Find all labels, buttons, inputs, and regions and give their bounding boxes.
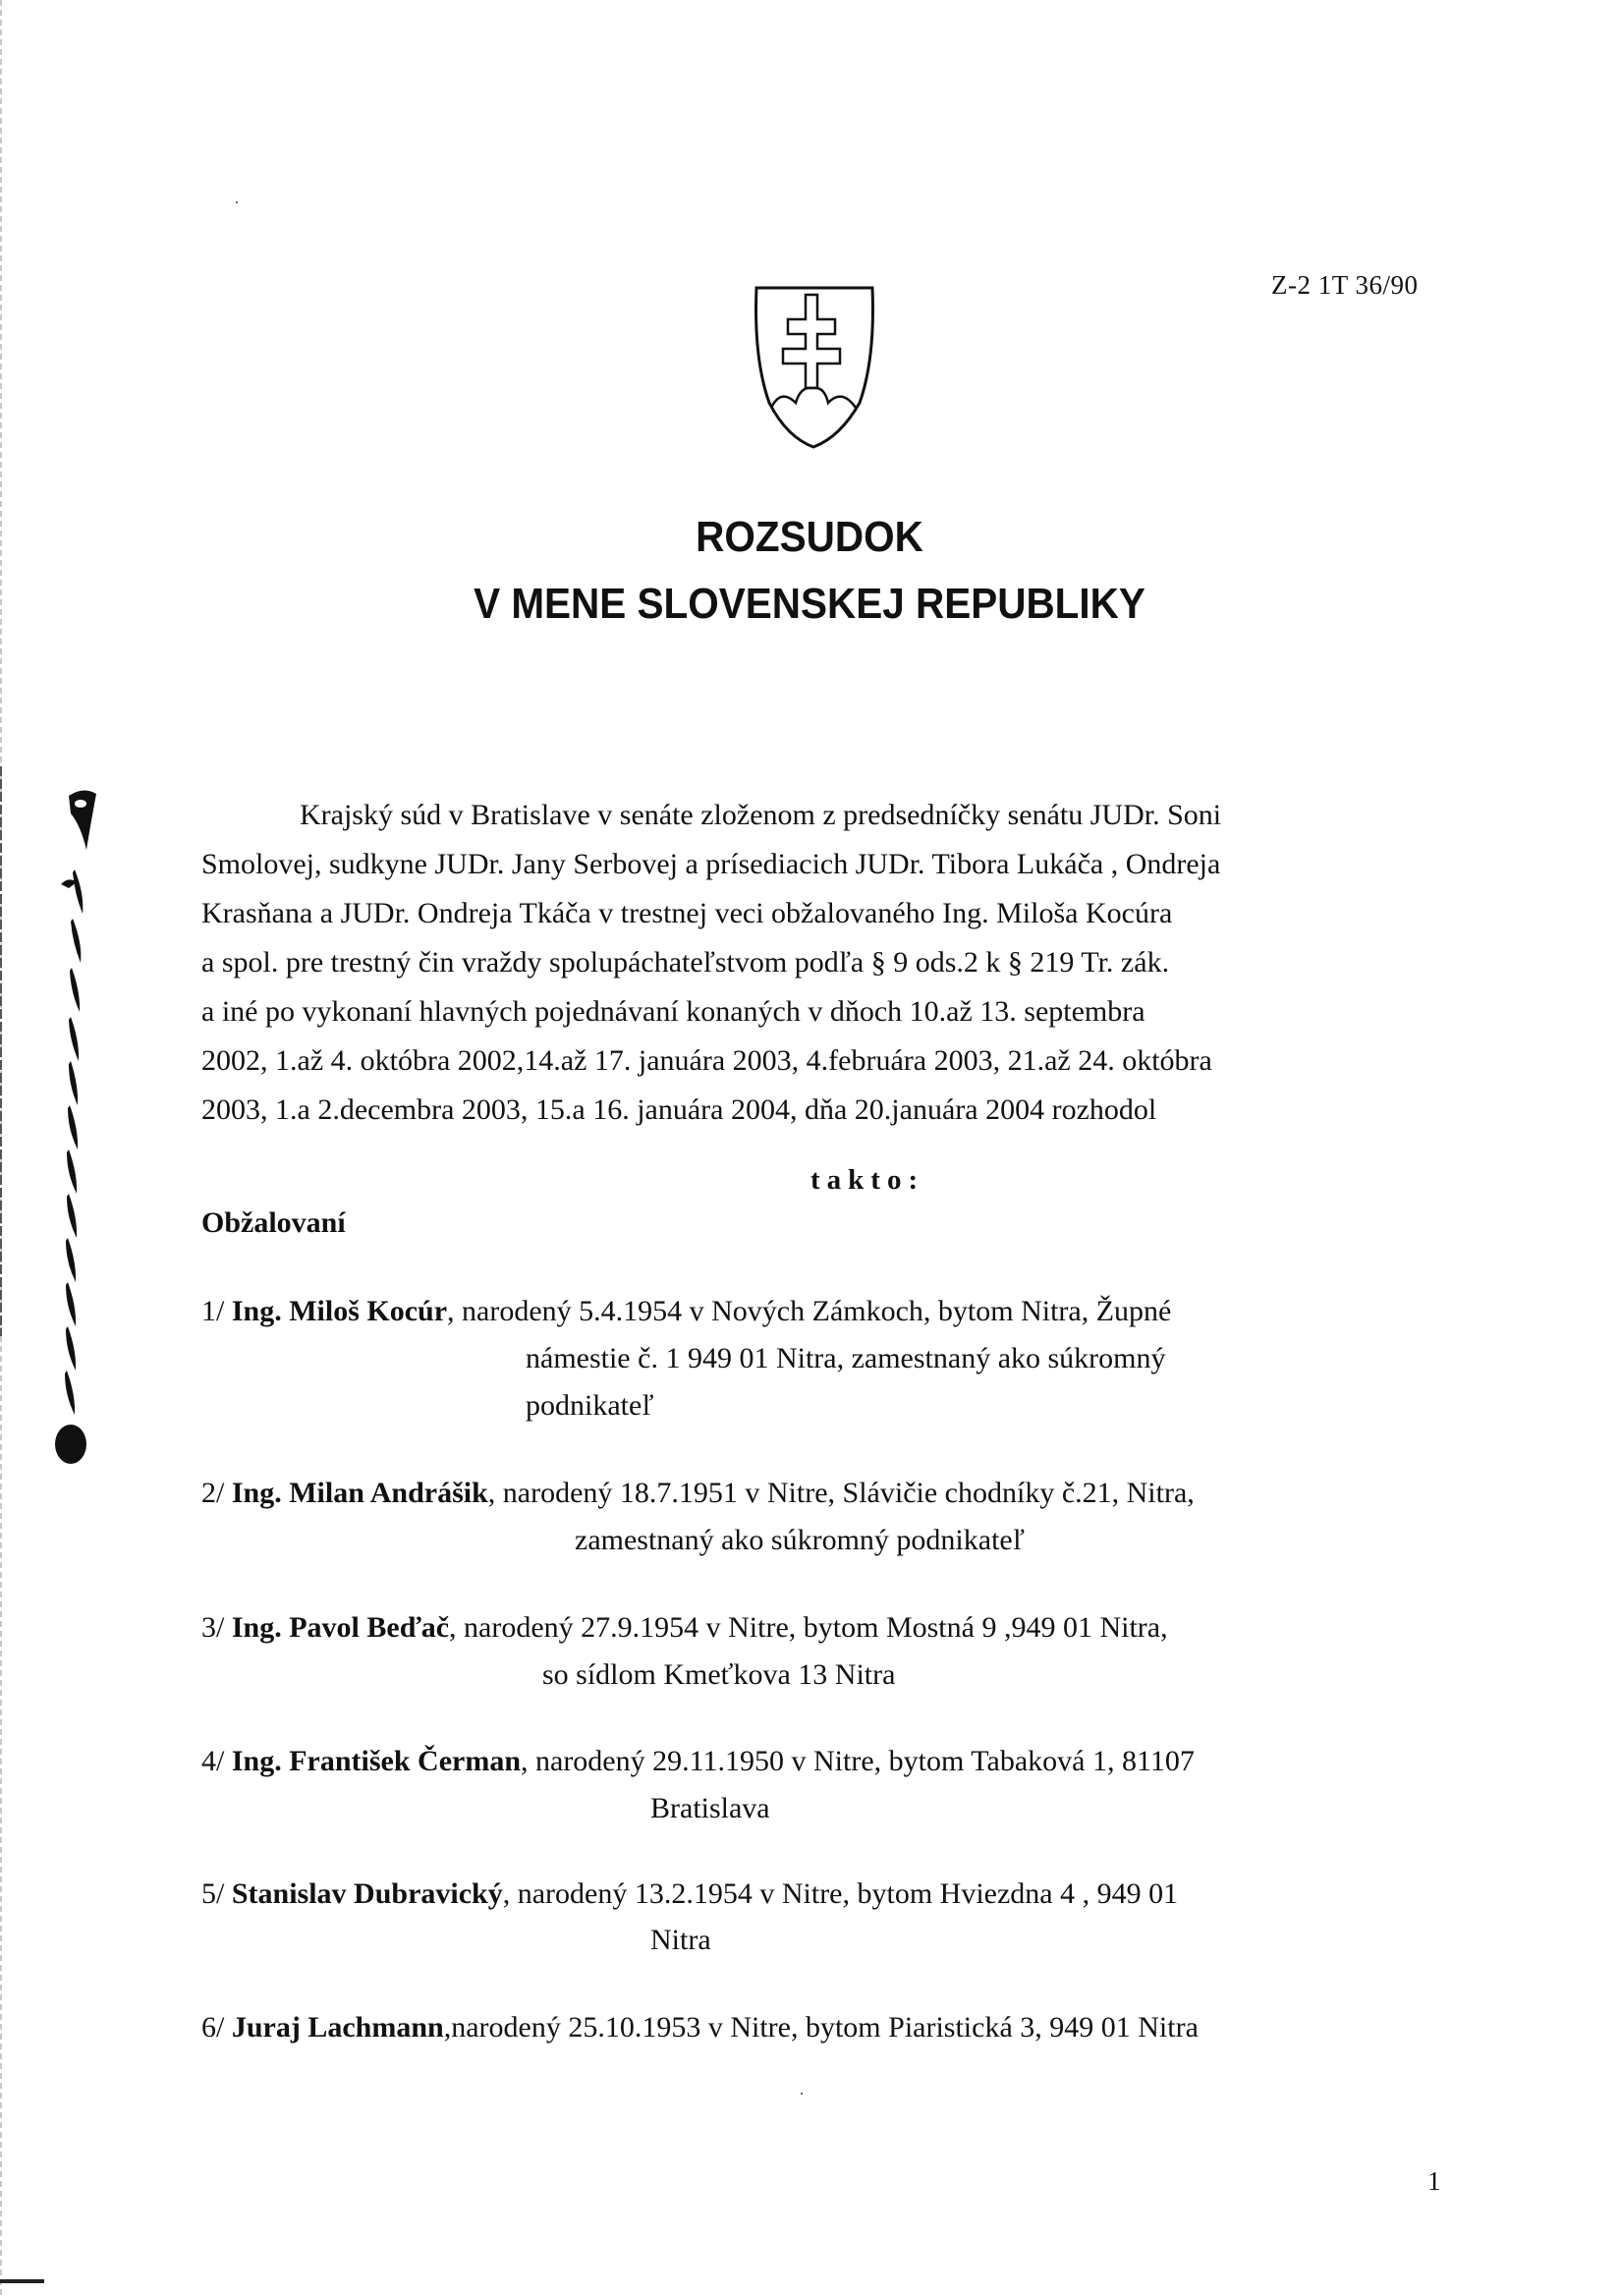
intro-line: Krasňana a JUDr. Ondreja Tkáča v trestnej veci obžalovaného Ing. Miloša Kocúra xyxy=(201,897,1173,929)
scan-speck xyxy=(801,2093,803,2095)
defendant-continuation: námestie č. 1 949 01 Nitra, zamestnaný ako súkromný xyxy=(526,1342,1166,1374)
case-number: Z-2 1T 36/90 xyxy=(1271,270,1419,300)
binding-cord-icon xyxy=(39,786,108,1493)
intro-line: Krajský súd v Bratislave v senáte zloženom z predsedníčky senátu JUDr. Soni xyxy=(300,799,1222,831)
defendant-number: 5/ xyxy=(201,1877,225,1910)
intro-line: Smolovej, sudkyne JUDr. Jany Serbovej a prísediacich JUDr. Tibora Lukáča , Ondreja xyxy=(201,848,1221,880)
defendant-details: , narodený 13.2.1954 v Nitre, bytom Hviezdna 4 , 949 01 xyxy=(502,1877,1179,1910)
defendant-details: , narodený 5.4.1954 v Nových Zámkoch, bytom Nitra, Župné xyxy=(447,1295,1172,1327)
document-subtitle: V MENE SLOVENSKEJ REPUBLIKY xyxy=(474,580,1145,628)
defendant-entry xyxy=(201,1295,1171,1328)
defendant-entry xyxy=(201,1477,1195,1510)
defendant-number: 6/ xyxy=(201,2011,225,2044)
defendant-name: Juraj Lachmann xyxy=(231,2011,444,2044)
scan-edge-line-dense xyxy=(0,766,2,1336)
defendant-number: 3/ xyxy=(201,1611,225,1644)
defendant-name: Ing. Miloš Kocúr xyxy=(231,1295,448,1327)
defendant-number: 4/ xyxy=(201,1745,225,1777)
scan-mark xyxy=(0,2279,44,2283)
defendant-details: , narodený 27.9.1954 v Nitre, bytom Mostná 9 ,949 01 Nitra, xyxy=(449,1611,1168,1644)
defendant-name: Ing. František Čerman xyxy=(231,1745,521,1777)
defendant-name: Ing. Milan Andrášik xyxy=(231,1477,488,1509)
defendant-details: ,narodený 25.10.1953 v Nitre, bytom Piaristická 3, 949 01 Nitra xyxy=(443,2011,1199,2044)
defendant-entry xyxy=(201,1877,1178,1911)
intro-line: 2003, 1.a 2.decembra 2003, 15.a 16. januára 2004, dňa 20.januára 2004 rozhodol xyxy=(201,1093,1157,1126)
intro-line: 2002, 1.až 4. októbra 2002,14.až 17. januára 2003, 4.februára 2003, 21.až 24. októbra xyxy=(201,1044,1212,1077)
intro-line: a iné po vykonaní hlavných pojednávaní konaných v dňoch 10.až 13. septembra xyxy=(201,995,1145,1028)
defendant-details: , narodený 18.7.1951 v Nitre, Slávičie chodníky č.21, Nitra, xyxy=(487,1477,1195,1509)
defendant-continuation: zamestnaný ako súkromný podnikateľ xyxy=(575,1524,1025,1556)
defendant-name: Stanislav Dubravický xyxy=(231,1877,503,1910)
defendant-number: 1/ xyxy=(201,1295,225,1327)
slovak-coat-of-arms-icon xyxy=(752,280,879,452)
accused-heading: Obžalovaní xyxy=(201,1206,346,1239)
defendant-entry xyxy=(201,1611,1168,1645)
verdict-heading: takto: xyxy=(810,1164,925,1196)
defendant-continuation: Nitra xyxy=(650,1924,711,1956)
defendant-number: 2/ xyxy=(201,1477,225,1509)
scan-speck xyxy=(236,201,238,203)
defendant-continuation: Bratislava xyxy=(650,1792,770,1824)
document-title: ROZSUDOK xyxy=(696,513,923,561)
intro-line: a spol. pre trestný čin vraždy spolupáchateľstvom podľa § 9 ods.2 k § 219 Tr. zák. xyxy=(201,946,1170,979)
defendant-continuation: so sídlom Kmeťkova 13 Nitra xyxy=(542,1658,896,1691)
page-number: 1 xyxy=(1427,2166,1441,2196)
defendant-entry xyxy=(201,1745,1195,1778)
defendant-entry xyxy=(201,2011,1199,2044)
defendant-continuation: podnikateľ xyxy=(526,1389,654,1422)
defendant-details: , narodený 29.11.1950 v Nitre, bytom Tabaková 1, 81107 xyxy=(521,1745,1195,1777)
defendant-name: Ing. Pavol Beďač xyxy=(231,1611,450,1644)
